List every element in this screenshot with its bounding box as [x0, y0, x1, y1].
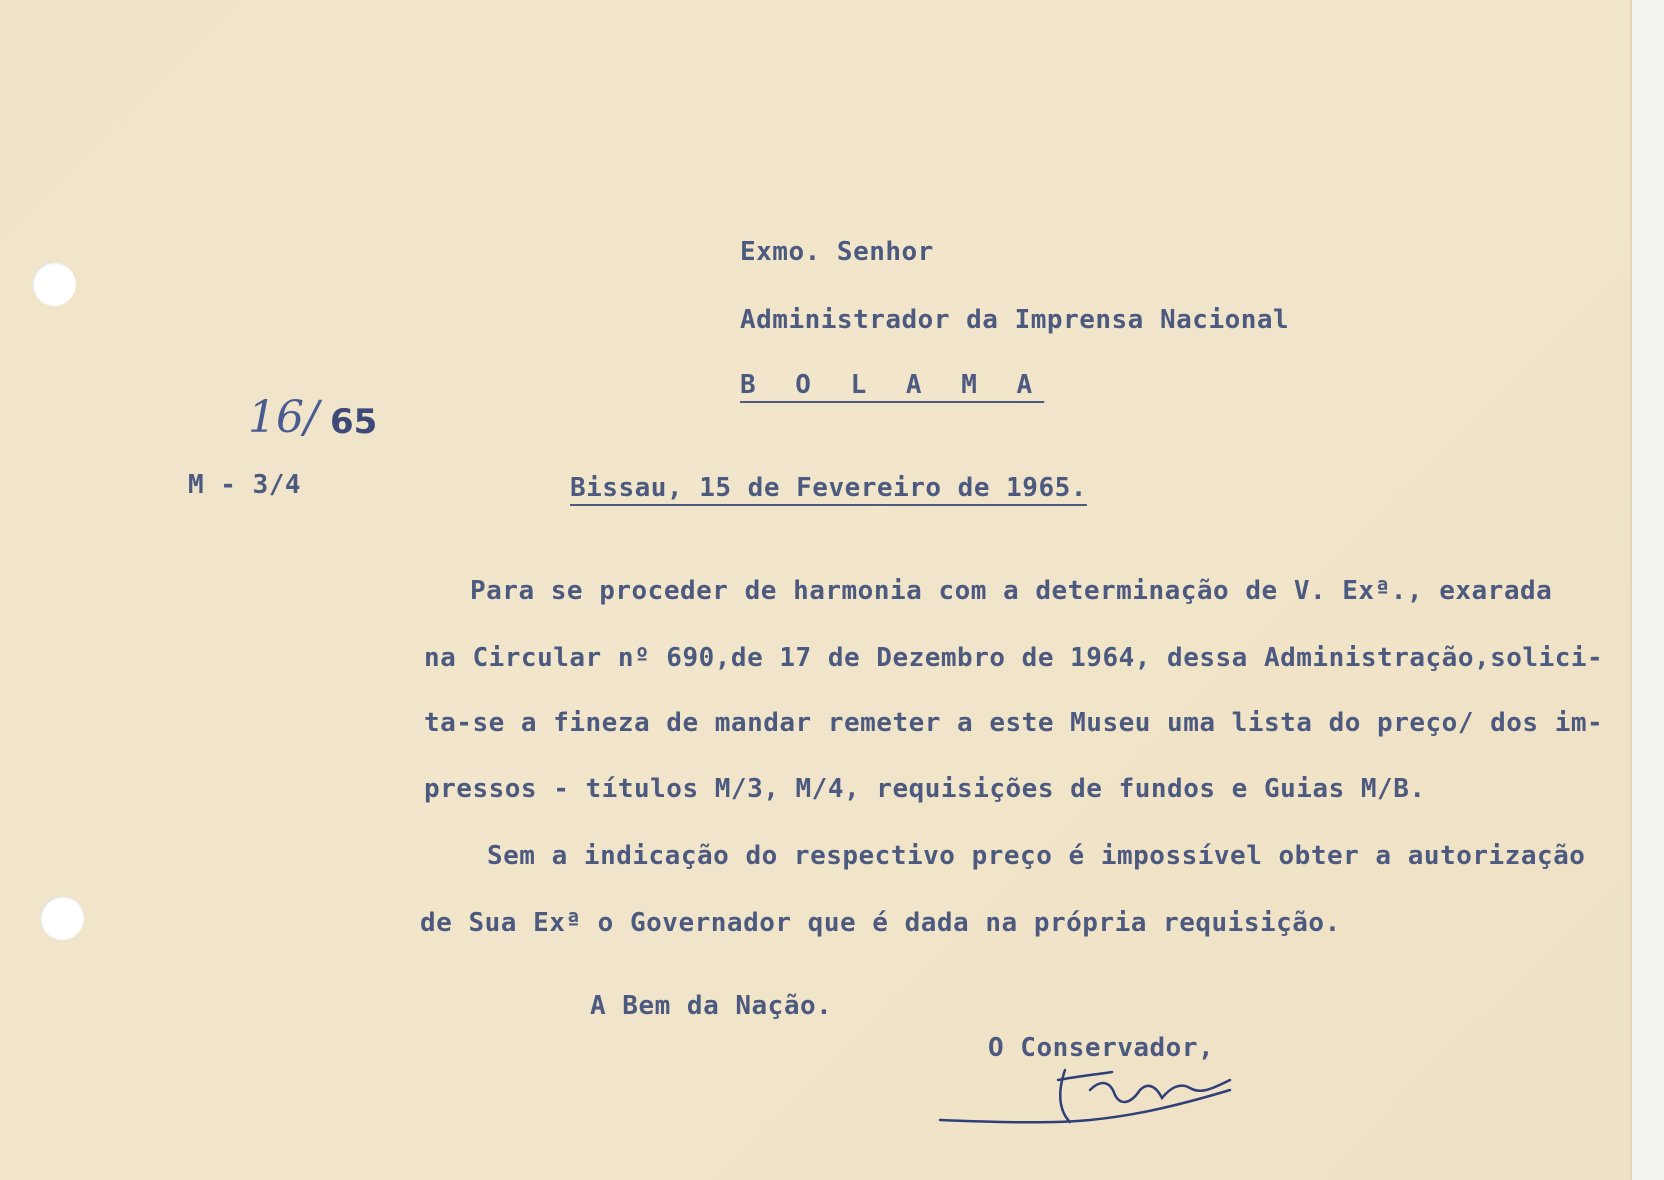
closing: A Bem da Nação.: [590, 991, 833, 1021]
handwritten-reference-year: 65: [330, 402, 378, 442]
punch-hole-bottom: [40, 896, 84, 940]
reference-code: M - 3/4: [188, 470, 302, 500]
body-line: de Sua Exª o Governador que é dada na própria requisição.: [420, 908, 1341, 938]
date-line: Bissau, 15 de Fevereiro de 1965.: [570, 473, 1087, 503]
body-line: na Circular nº 690,de 17 de Dezembro de 1964, dessa Administração,solici-: [424, 643, 1604, 673]
body-line: pressos - títulos M/3, M/4, requisições de fundos e Guias M/B.: [424, 774, 1426, 804]
body-line: Para se proceder de harmonia com a determinação de V. Exª., exarada: [470, 576, 1553, 606]
handwritten-signature: [930, 1050, 1250, 1160]
salutation: Exmo. Senhor: [740, 237, 934, 267]
recipient-location: B O L A M A: [740, 370, 1045, 400]
signature-role: O Conservador,: [988, 1033, 1215, 1063]
handwritten-reference-number: 16/: [248, 392, 319, 443]
recipient-title: Administrador da Imprensa Nacional: [740, 305, 1290, 335]
punch-hole-top: [32, 262, 76, 306]
body-line: ta-se a fineza de mandar remeter a este Museu uma lista do preço/ dos im-: [424, 708, 1604, 738]
body-line: Sem a indicação do respectivo preço é impossível obter a autorização: [487, 841, 1586, 871]
